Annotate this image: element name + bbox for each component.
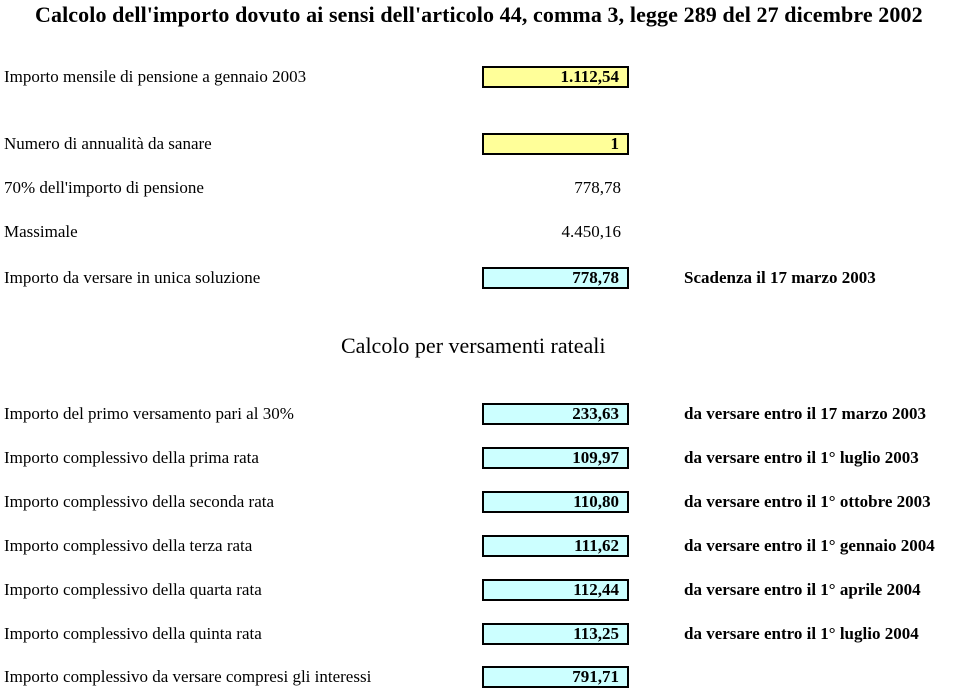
single-payment-label: Importo da versare in unica soluzione (4, 268, 261, 287)
years-to-settle-input[interactable]: 1 (482, 133, 629, 155)
installment-2-label: Importo complessivo della seconda rata (4, 492, 275, 511)
first-payment-deadline: da versare entro il 17 marzo 2003 (684, 404, 927, 423)
installment-5-label: Importo complessivo della quinta rata (4, 624, 262, 643)
first-payment-value: 233,63 (482, 403, 629, 425)
installment-3-label: Importo complessivo della terza rata (4, 536, 253, 555)
installment-1-deadline: da versare entro il 1° luglio 2003 (684, 448, 919, 467)
section-title: Calcolo per versamenti rateali (341, 333, 606, 358)
installment-5-value: 113,25 (482, 623, 629, 645)
ceiling-label: Massimale (4, 222, 78, 241)
installment-5-deadline: da versare entro il 1° luglio 2004 (684, 624, 919, 643)
installment-4-value: 112,44 (482, 579, 629, 601)
installment-2-deadline: da versare entro il 1° ottobre 2003 (684, 492, 931, 511)
total-with-interest-label: Importo complessivo da versare compresi gli interessi (4, 667, 372, 686)
monthly-pension-label: Importo mensile di pensione a gennaio 2003 (4, 67, 307, 86)
installment-1-value: 109,97 (482, 447, 629, 469)
installment-2-value: 110,80 (482, 491, 629, 513)
seventy-percent-value: 778,78 (574, 178, 621, 197)
ceiling-value: 4.450,16 (561, 222, 621, 241)
first-payment-label: Importo del primo versamento pari al 30% (4, 404, 294, 423)
total-with-interest-value: 791,71 (482, 666, 629, 688)
installment-3-value: 111,62 (482, 535, 629, 557)
monthly-pension-input[interactable]: 1.112,54 (482, 66, 629, 88)
installment-1-label: Importo complessivo della prima rata (4, 448, 259, 467)
seventy-percent-label: 70% dell'importo di pensione (4, 178, 204, 197)
single-payment-value: 778,78 (482, 267, 629, 289)
page-title: Calcolo dell'importo dovuto ai sensi dell'articolo 44, comma 3, legge 289 del 27 dicembre 2002 (35, 2, 923, 27)
years-to-settle-label: Numero di annualità da sanare (4, 134, 212, 153)
single-payment-deadline: Scadenza il 17 marzo 2003 (684, 268, 876, 287)
installment-3-deadline: da versare entro il 1° gennaio 2004 (684, 536, 935, 555)
installment-4-label: Importo complessivo della quarta rata (4, 580, 262, 599)
installment-4-deadline: da versare entro il 1° aprile 2004 (684, 580, 921, 599)
